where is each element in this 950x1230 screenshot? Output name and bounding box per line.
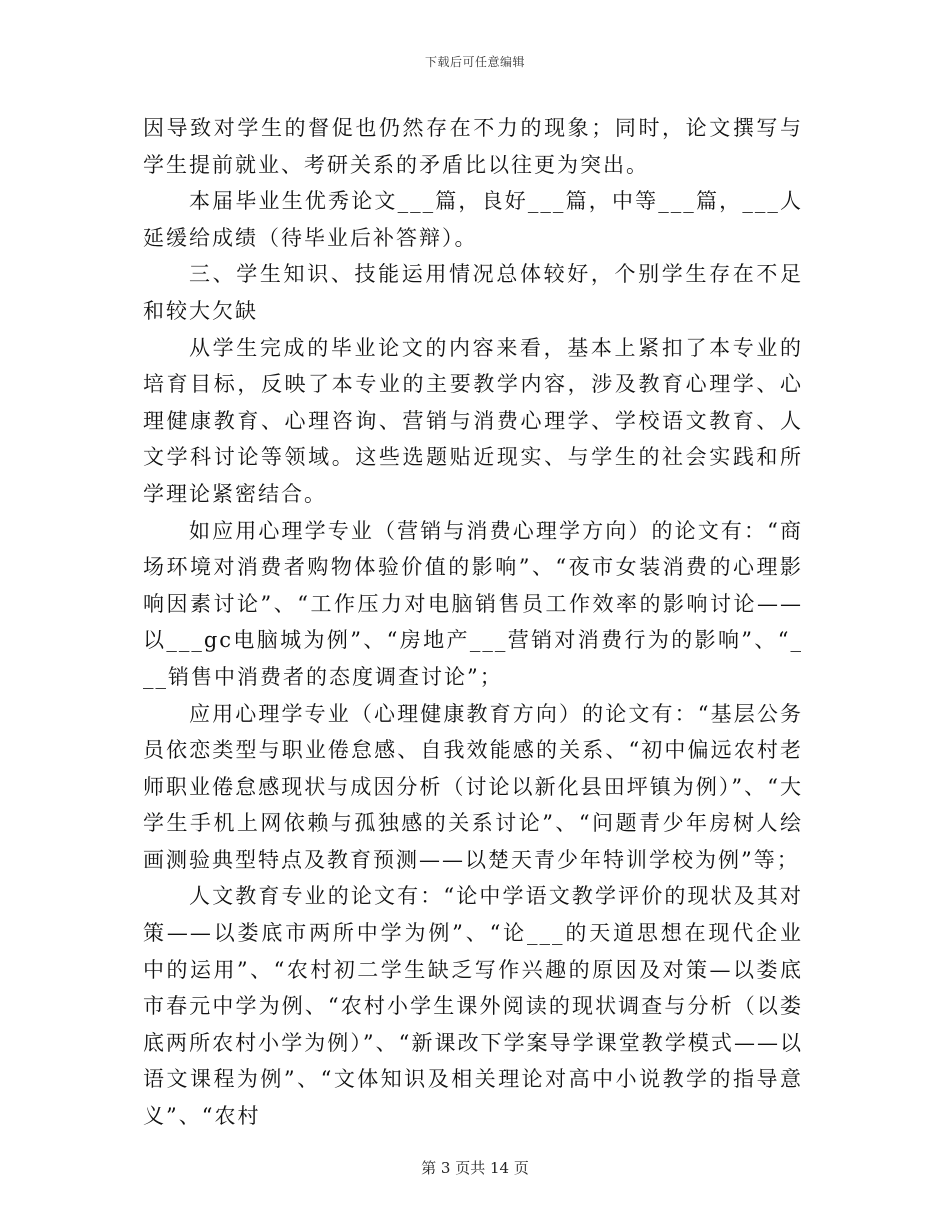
page-number: 第 3 页共 14 页 xyxy=(421,1159,529,1177)
paragraph-5: 如应用心理学专业（营销与消费心理学方向）的论文有：“商场环境对消费者购物体验价值的影响”、“夜市女装消费的心理影响因素讨论”、“工作压力对电脑销售员工作效率的影响讨论——以___gc电脑城为例”、“房地产___营销对消费行为的影响”、“___销售中消费者的态度调查讨论”； xyxy=(143,518,803,689)
paragraph-4: 从学生完成的毕业论文的内容来看，基本上紧扣了本专业的培育目标，反映了本专业的主要教学内容，涉及教育心理学、心理健康教育、心理咨询、营销与消费心理学、学校语文教育、人文学科讨论等领域。这些选题贴近现实、与学生的社会实践和所学理论紧密结合。 xyxy=(143,335,803,506)
paragraph-2: 本届毕业生优秀论文___篇，良好___篇，中等___篇，___人延缓给成绩（待毕业后补答辩）。 xyxy=(143,189,803,250)
document-body xyxy=(143,110,803,1135)
paragraph-1: 因导致对学生的督促也仍然存在不力的现象；同时，论文撰写与学生提前就业、考研关系的矛盾比以往更为突出。 xyxy=(143,116,803,177)
paragraph-6: 应用心理学专业（心理健康教育方向）的论文有：“基层公务员依恋类型与职业倦怠感、自我效能感的关系、“初中偏远农村老师职业倦怠感现状与成因分析（讨论以新化县田坪镇为例）”、“大学生手机上网依赖与孤独感的关系讨论”、“问题青少年房树人绘画测验典型特点及教育预测——以楚天青少年特训学校为例”等； xyxy=(143,701,803,872)
paragraph-7: 人文教育专业的论文有：“论中学语文教学评价的现状及其对策——以娄底市两所中学为例”、“论___的天道思想在现代企业中的运用”、“农村初二学生缺乏写作兴趣的原因及对策—以娄底市春元中学为例、“农村小学生课外阅读的现状调查与分析（以娄底两所农村小学为例）”、“新课改下学案导学课堂教学模式——以语文课程为例”、“文体知识及相关理论对高中小说教学的指导意义”、“农村 xyxy=(143,884,803,1129)
page-header-note: 下载后可任意编辑 xyxy=(424,55,525,69)
section-heading-3: 三、学生知识、技能运用情况总体较好，个别学生存在不足和较大欠缺 xyxy=(143,262,803,323)
